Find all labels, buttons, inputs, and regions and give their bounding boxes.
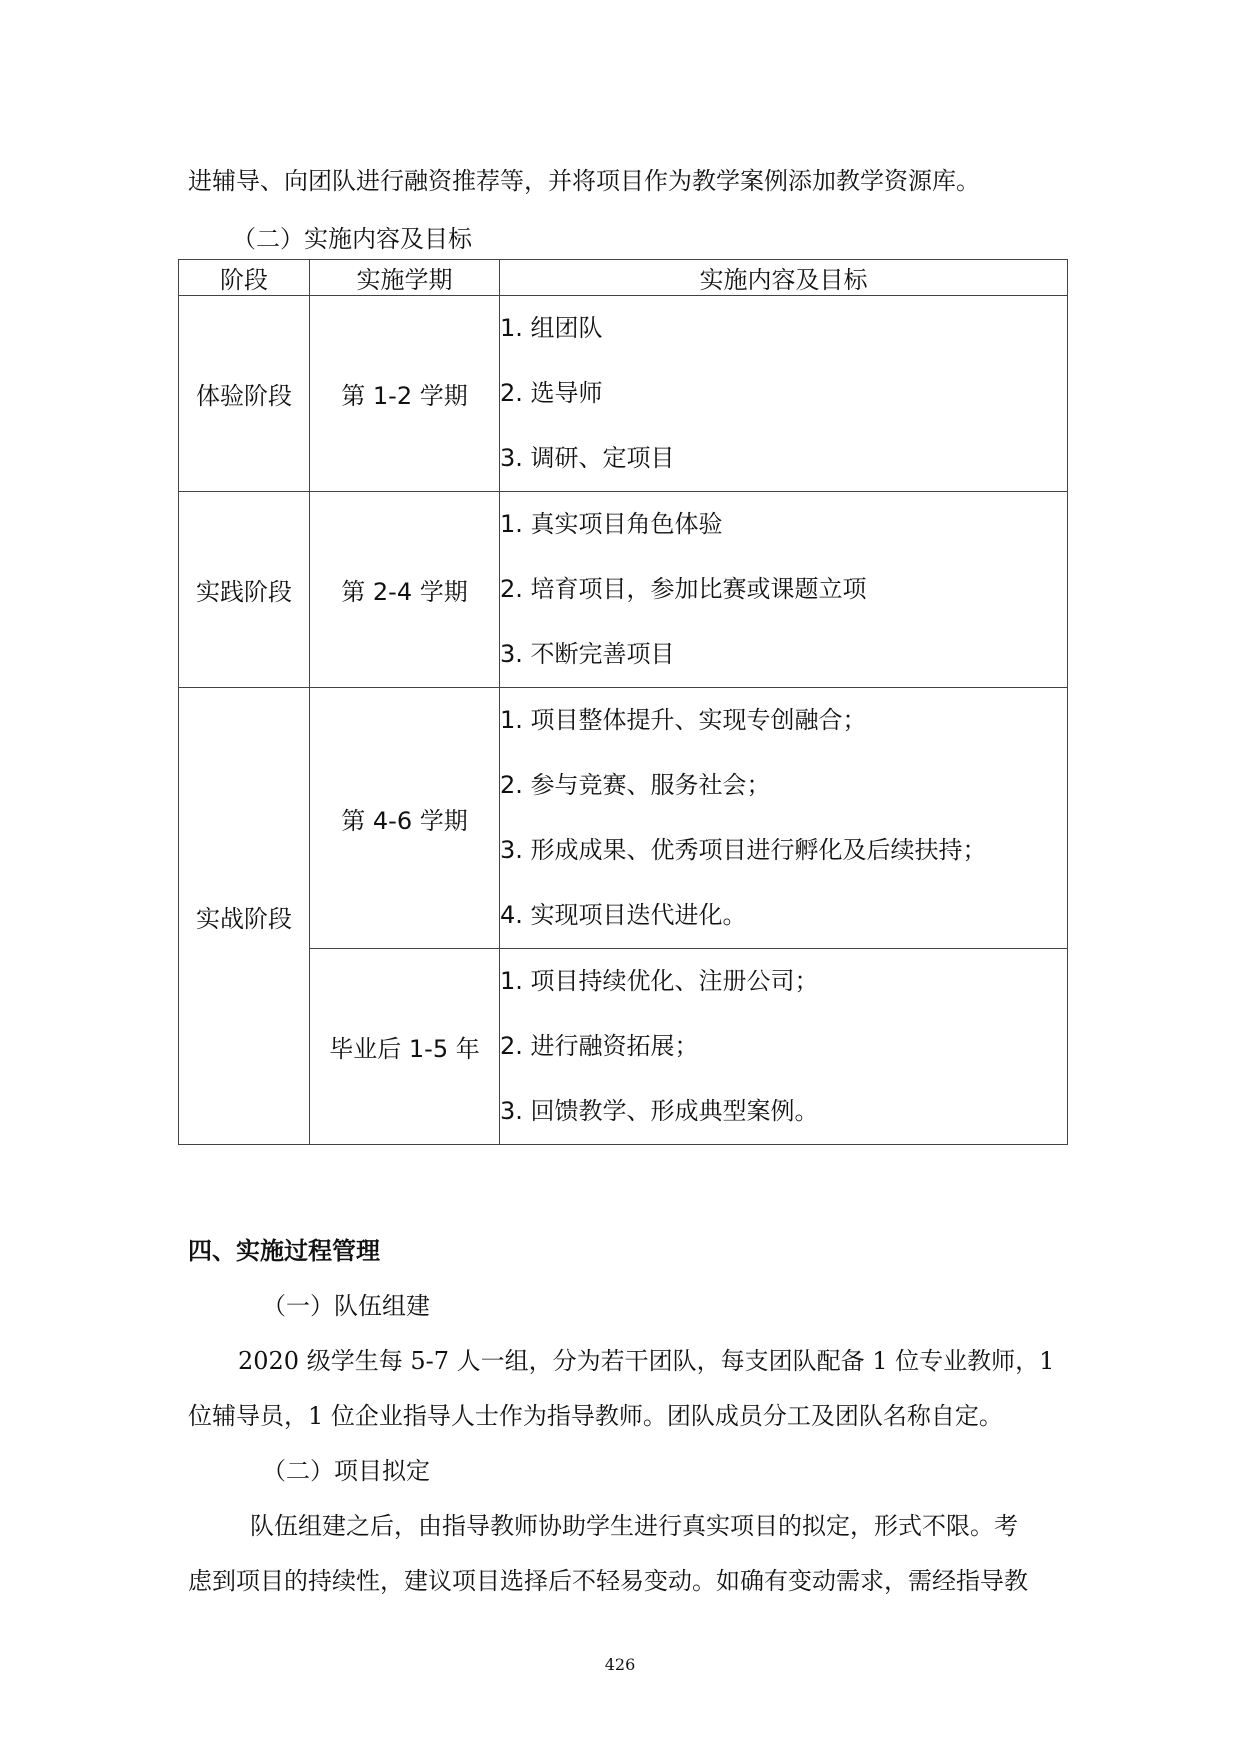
paragraph-line: 位辅导员，1 位企业指导人士作为指导教师。团队成员分工及团队名称自定。	[188, 1402, 1003, 1430]
term-cell: 第 1-2 学期	[310, 296, 500, 492]
stage-cell: 体验阶段	[179, 296, 310, 492]
table-row	[179, 949, 1068, 1145]
term-cell: 第 4-6 学期	[310, 688, 500, 949]
list-item: 4. 实现项目迭代进化。	[500, 901, 747, 929]
content-cell	[500, 492, 1068, 688]
stage-cell: 实战阶段	[179, 688, 310, 1145]
list-item: 1. 真实项目角色体验	[500, 510, 723, 538]
list-item: 2. 进行融资拓展；	[500, 1032, 699, 1060]
term-cell: 毕业后 1-5 年	[310, 949, 500, 1145]
list-item: 1. 组团队	[500, 314, 603, 342]
paragraph-line: 队伍组建之后，由指导教师协助学生进行真实项目的拟定，形式不限。考	[250, 1512, 1018, 1540]
paragraph-line: 2020 级学生每 5-7 人一组，分为若干团队，每支团队配备 1 位专业教师，1	[238, 1347, 1055, 1375]
page-number: 426	[604, 1655, 636, 1674]
subsection-title: （二）项目拟定	[262, 1457, 430, 1485]
list-item: 2. 选导师	[500, 379, 603, 407]
content-cell	[500, 949, 1068, 1145]
list-item: 1. 项目整体提升、实现专创融合；	[500, 706, 867, 734]
header-term: 实施学期	[310, 260, 500, 296]
subsection-title: （二）实施内容及目标	[232, 225, 472, 253]
stage-cell: 实践阶段	[179, 492, 310, 688]
list-item: 2. 培育项目，参加比赛或课题立项	[500, 575, 867, 603]
list-item: 3. 形成成果、优秀项目进行孵化及后续扶持；	[500, 836, 987, 864]
stages-table	[178, 259, 1068, 1145]
list-item: 2. 参与竞赛、服务社会；	[500, 771, 771, 799]
paragraph-line: 虑到项目的持续性，建议项目选择后不轻易变动。如确有变动需求，需经指导教	[188, 1567, 1028, 1595]
table-row	[179, 688, 1068, 949]
list-item: 1. 项目持续优化、注册公司；	[500, 967, 819, 995]
header-content: 实施内容及目标	[500, 260, 1068, 296]
header-stage: 阶段	[179, 260, 310, 296]
section-heading: 四、实施过程管理	[188, 1237, 380, 1265]
content-cell	[500, 688, 1068, 949]
list-item: 3. 调研、定项目	[500, 444, 675, 472]
table-row	[179, 492, 1068, 688]
content-cell	[500, 296, 1068, 492]
table-row	[179, 296, 1068, 492]
list-item: 3. 不断完善项目	[500, 640, 675, 668]
subsection-title: （一）队伍组建	[262, 1292, 430, 1320]
intro-line: 进辅导、向团队进行融资推荐等，并将项目作为教学案例添加教学资源库。	[188, 167, 980, 195]
table-header-row	[179, 260, 1068, 296]
list-item: 3. 回馈教学、形成典型案例。	[500, 1097, 819, 1125]
term-cell: 第 2-4 学期	[310, 492, 500, 688]
